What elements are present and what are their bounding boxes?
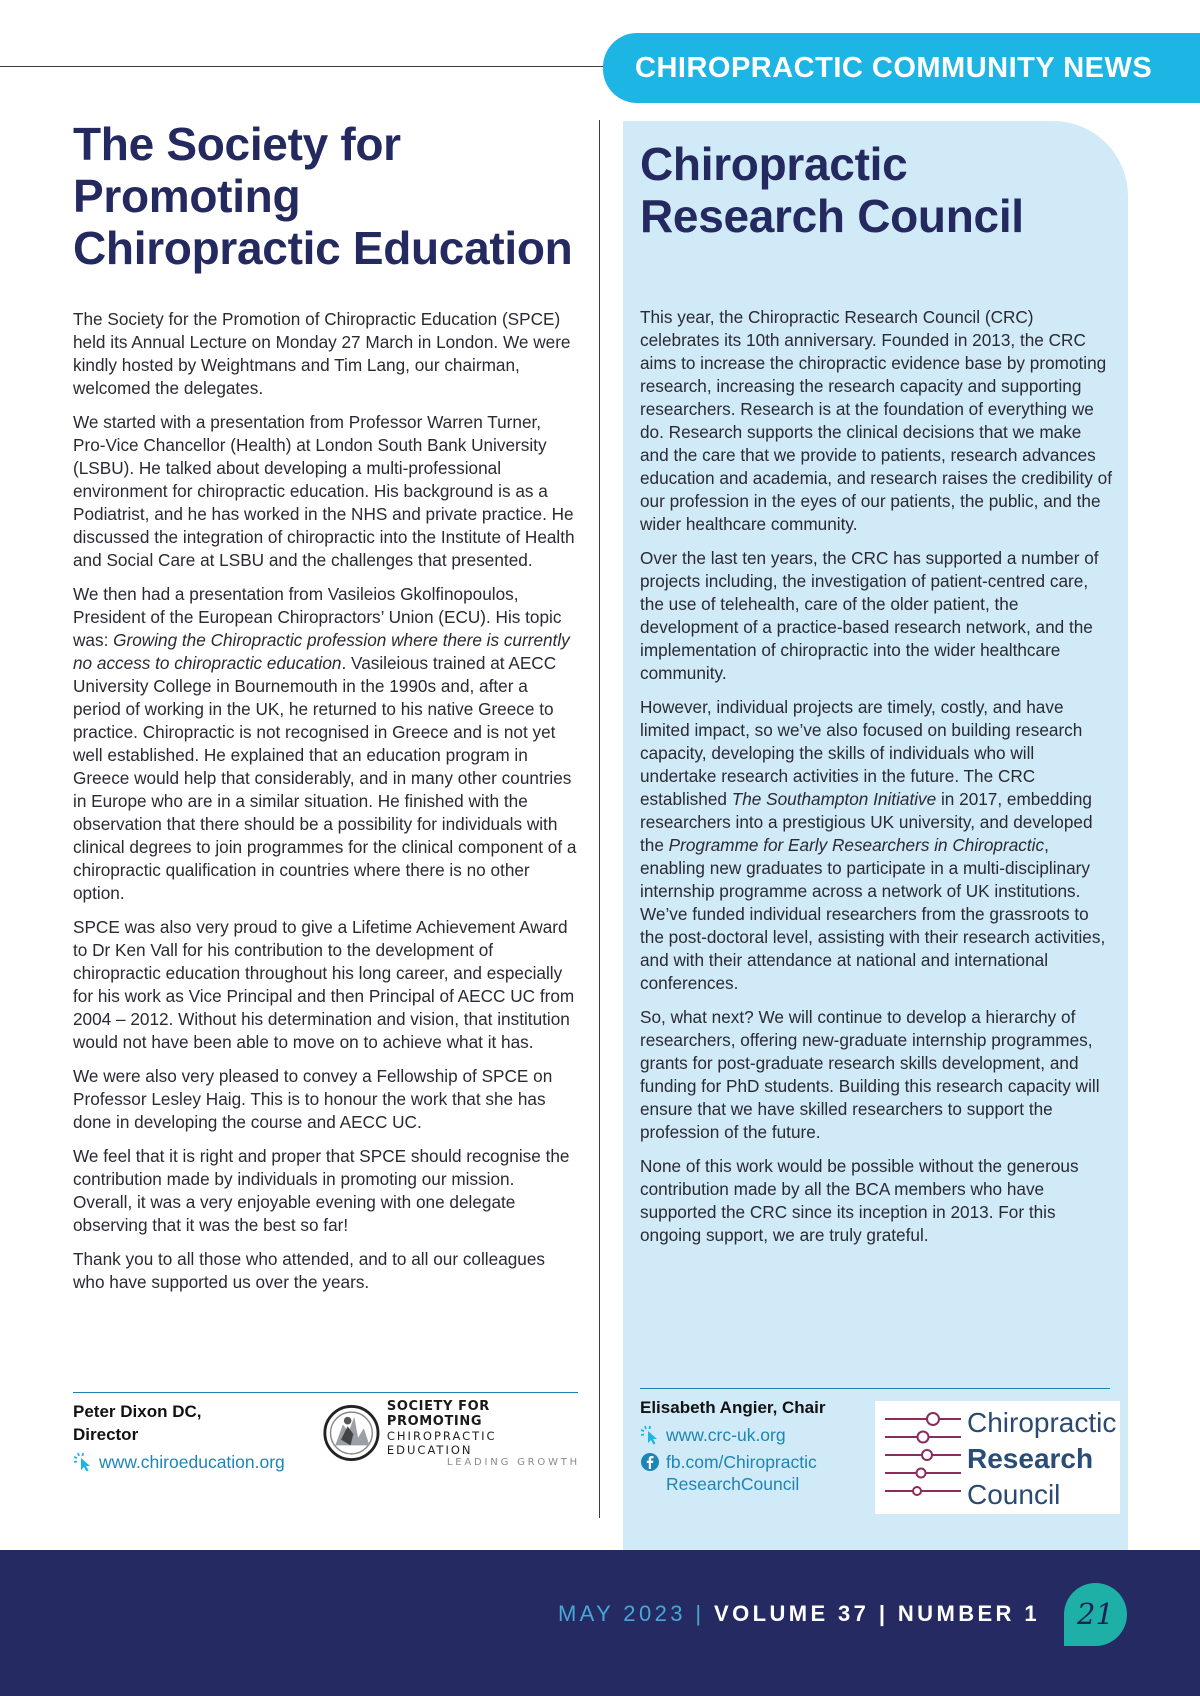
article-paragraph: We feel that it is right and proper that SPCE should recognise the contribution made by individuals in promoting our mission. Overall, it was a very enjoyable evening with one delegate observing that it was the best so far! [73, 1146, 570, 1235]
spce-author-role: Director [73, 1425, 139, 1444]
spce-logo-text [387, 1399, 580, 1468]
crc-logo-line3: Council [967, 1479, 1061, 1510]
crc-article [640, 138, 1112, 1245]
spce-footer-rule [73, 1392, 578, 1393]
crc-footer-rule [640, 1388, 1110, 1389]
article-paragraph: However, individual projects are timely, costly, and have limited impact, so we’ve also focused on building research capacity, developing the skills of individuals who will undertake research activities in the future. The CRC established The Southampton Initiative in 2017, embedding researchers into a prestigious UK university, and developed the Programme for Early Researchers in Chiropractic, enabling new graduates to participate in a multi-disciplinary internship programme across a network of UK institutions. We’ve funded individual researchers from the grassroots to the post-doctoral level, assisting with their research activities, and with their attendance at national and international conferences. [640, 697, 1106, 993]
article-paragraph: We were also very pleased to convey a Fellowship of SPCE on Professor Lesley Haig. This is to honour the work that she has done in developing the course and AECC UC. [73, 1066, 553, 1132]
crc-website-link[interactable] [640, 1424, 870, 1446]
article-paragraph: Over the last ten years, the CRC has supported a number of projects including, the investigation of patient-centred care, the use of telehealth, care of the older patient, the development of a practice-based research network, and the implementation of chiropractic into the wider healthcare community. [640, 548, 1099, 683]
spce-website-link[interactable] [73, 1451, 303, 1473]
spce-author-name: Peter Dixon DC, [73, 1402, 202, 1421]
crc-article-body [640, 306, 1112, 1258]
spce-author-block [73, 1400, 303, 1473]
article-paragraph: None of this work would be possible without the generous contribution made by all the BCA members who have supported the CRC since its inception in 2013. For this ongoing support, we are truly grateful. [640, 1156, 1079, 1245]
spce-article [73, 118, 578, 1292]
crc-facebook-text: fb.com/Chiropractic ResearchCouncil [666, 1452, 817, 1494]
spce-article-body [73, 308, 578, 1305]
column-divider [599, 120, 600, 1518]
spce-emblem-icon [322, 1402, 381, 1464]
section-banner: CHIROPRACTIC COMMUNITY NEWS [603, 33, 1200, 103]
crc-hierarchy-icon [883, 1409, 963, 1507]
spce-logo-line2: CHIROPRACTIC EDUCATION [386, 1428, 497, 1457]
issue-volume: VOLUME 37 | NUMBER 1 [714, 1601, 1040, 1626]
article-paragraph: The Society for the Promotion of Chiropractic Education (SPCE) held its Annual Lecture on Monday 27 March in London. We were kindly hosted by Weightmans and Tim Lang, our chairman, welcomed the delegates. [73, 309, 571, 398]
crc-logo-line2: Research [967, 1443, 1094, 1474]
spce-logo-line3: LEADING GROWTH [446, 1456, 580, 1468]
crc-facebook-link[interactable] [640, 1451, 870, 1495]
article-paragraph: So, what next? We will continue to develop a hierarchy of researchers, offering new-graduate internship programmes, grants for post-graduate research skills development, and funding for PhD students. Building this research capacity will ensure that we have skilled researchers to support the profession of the future. [640, 1007, 1100, 1142]
article-paragraph: We then had a presentation from Vasileios Gkolfinopoulos, President of the European Chiropractors’ Union (ECU). His topic was: Growing the Chiropractic profession where there is currently no access to chiropractic education. Vasileious trained at AECC University College in Bournemouth in the 1990s and, after a period of working in the UK, he returned to his native Greece to practice. Chiropractic is not recognised in Greece and is not yet well established. He explained that an education program in Greece would help that considerably, and in many other countries in Europe who are in a similar situation. He finished with the observation that there should be a possibility for individuals with clinical degrees to join programmes for the clinical component of a chiropractic qualification in countries where there is no other option. [73, 584, 577, 903]
issue-month: MAY 2023 [557, 1601, 686, 1626]
article-paragraph: SPCE was also very proud to give a Lifetime Achievement Award to Dr Ken Vall for his contribution to the development of chiropractic education throughout his long career, and especially for his work as Vice Principal and then Principal of AECC UC from 2004 – 2012. Without his determination and vision, that institution would not have been able to move on to achieve what it has. [73, 917, 575, 1052]
article-paragraph: This year, the Chiropractic Research Council (CRC) celebrates its 10th anniversary. Founded in 2013, the CRC aims to increase the chiropractic evidence base by promoting research, increasing the research capacity and supporting researchers. Research is at the foundation of everything we do. Research supports the clinical decisions that we make and the care that we provide to patients, research advances education and academia, and research raises the credibility of our profession in the eyes of our patients, the public, and the wider healthcare community. [640, 307, 1112, 534]
issue-info [558, 1601, 1040, 1627]
cursor-click-icon [640, 1425, 660, 1445]
article-paragraph: Thank you to all those who attended, and to all our colleagues who have supported us over the years. [73, 1249, 546, 1292]
article-paragraph: We started with a presentation from Professor Warren Turner, Pro-Vice Chancellor (Health) at London South Bank University (LSBU). He talked about developing a multi-professional environment for chiropractic education. His background is as a Podiatrist, and he has worked in the NHS and private practice. He discussed the integration of chiropractic into the Institute of Health and Social Care at LSBU and the challenges that presented. [73, 412, 575, 570]
cursor-click-icon [73, 1452, 93, 1472]
header-rule [0, 66, 610, 67]
crc-article-title: Chiropractic Research Council [640, 138, 1024, 242]
crc-logo-line1: Chiropractic [967, 1407, 1117, 1438]
facebook-icon [640, 1452, 660, 1472]
crc-author-name: Elisabeth Angier, Chair [640, 1398, 826, 1417]
crc-logo [875, 1401, 1120, 1514]
spce-article-title: The Society for Promoting Chiropractic Education [73, 118, 573, 274]
page-number-badge: 21 [1064, 1583, 1127, 1646]
spce-logo [322, 1398, 580, 1468]
issue-separator: | [695, 1601, 705, 1626]
spce-website-text: www.chiroeducation.org [99, 1452, 285, 1472]
crc-website-text: www.crc-uk.org [666, 1425, 786, 1445]
spce-logo-line1: SOCIETY FOR PROMOTING [386, 1398, 490, 1429]
crc-author-block [640, 1396, 870, 1495]
crc-logo-text [967, 1405, 1116, 1513]
